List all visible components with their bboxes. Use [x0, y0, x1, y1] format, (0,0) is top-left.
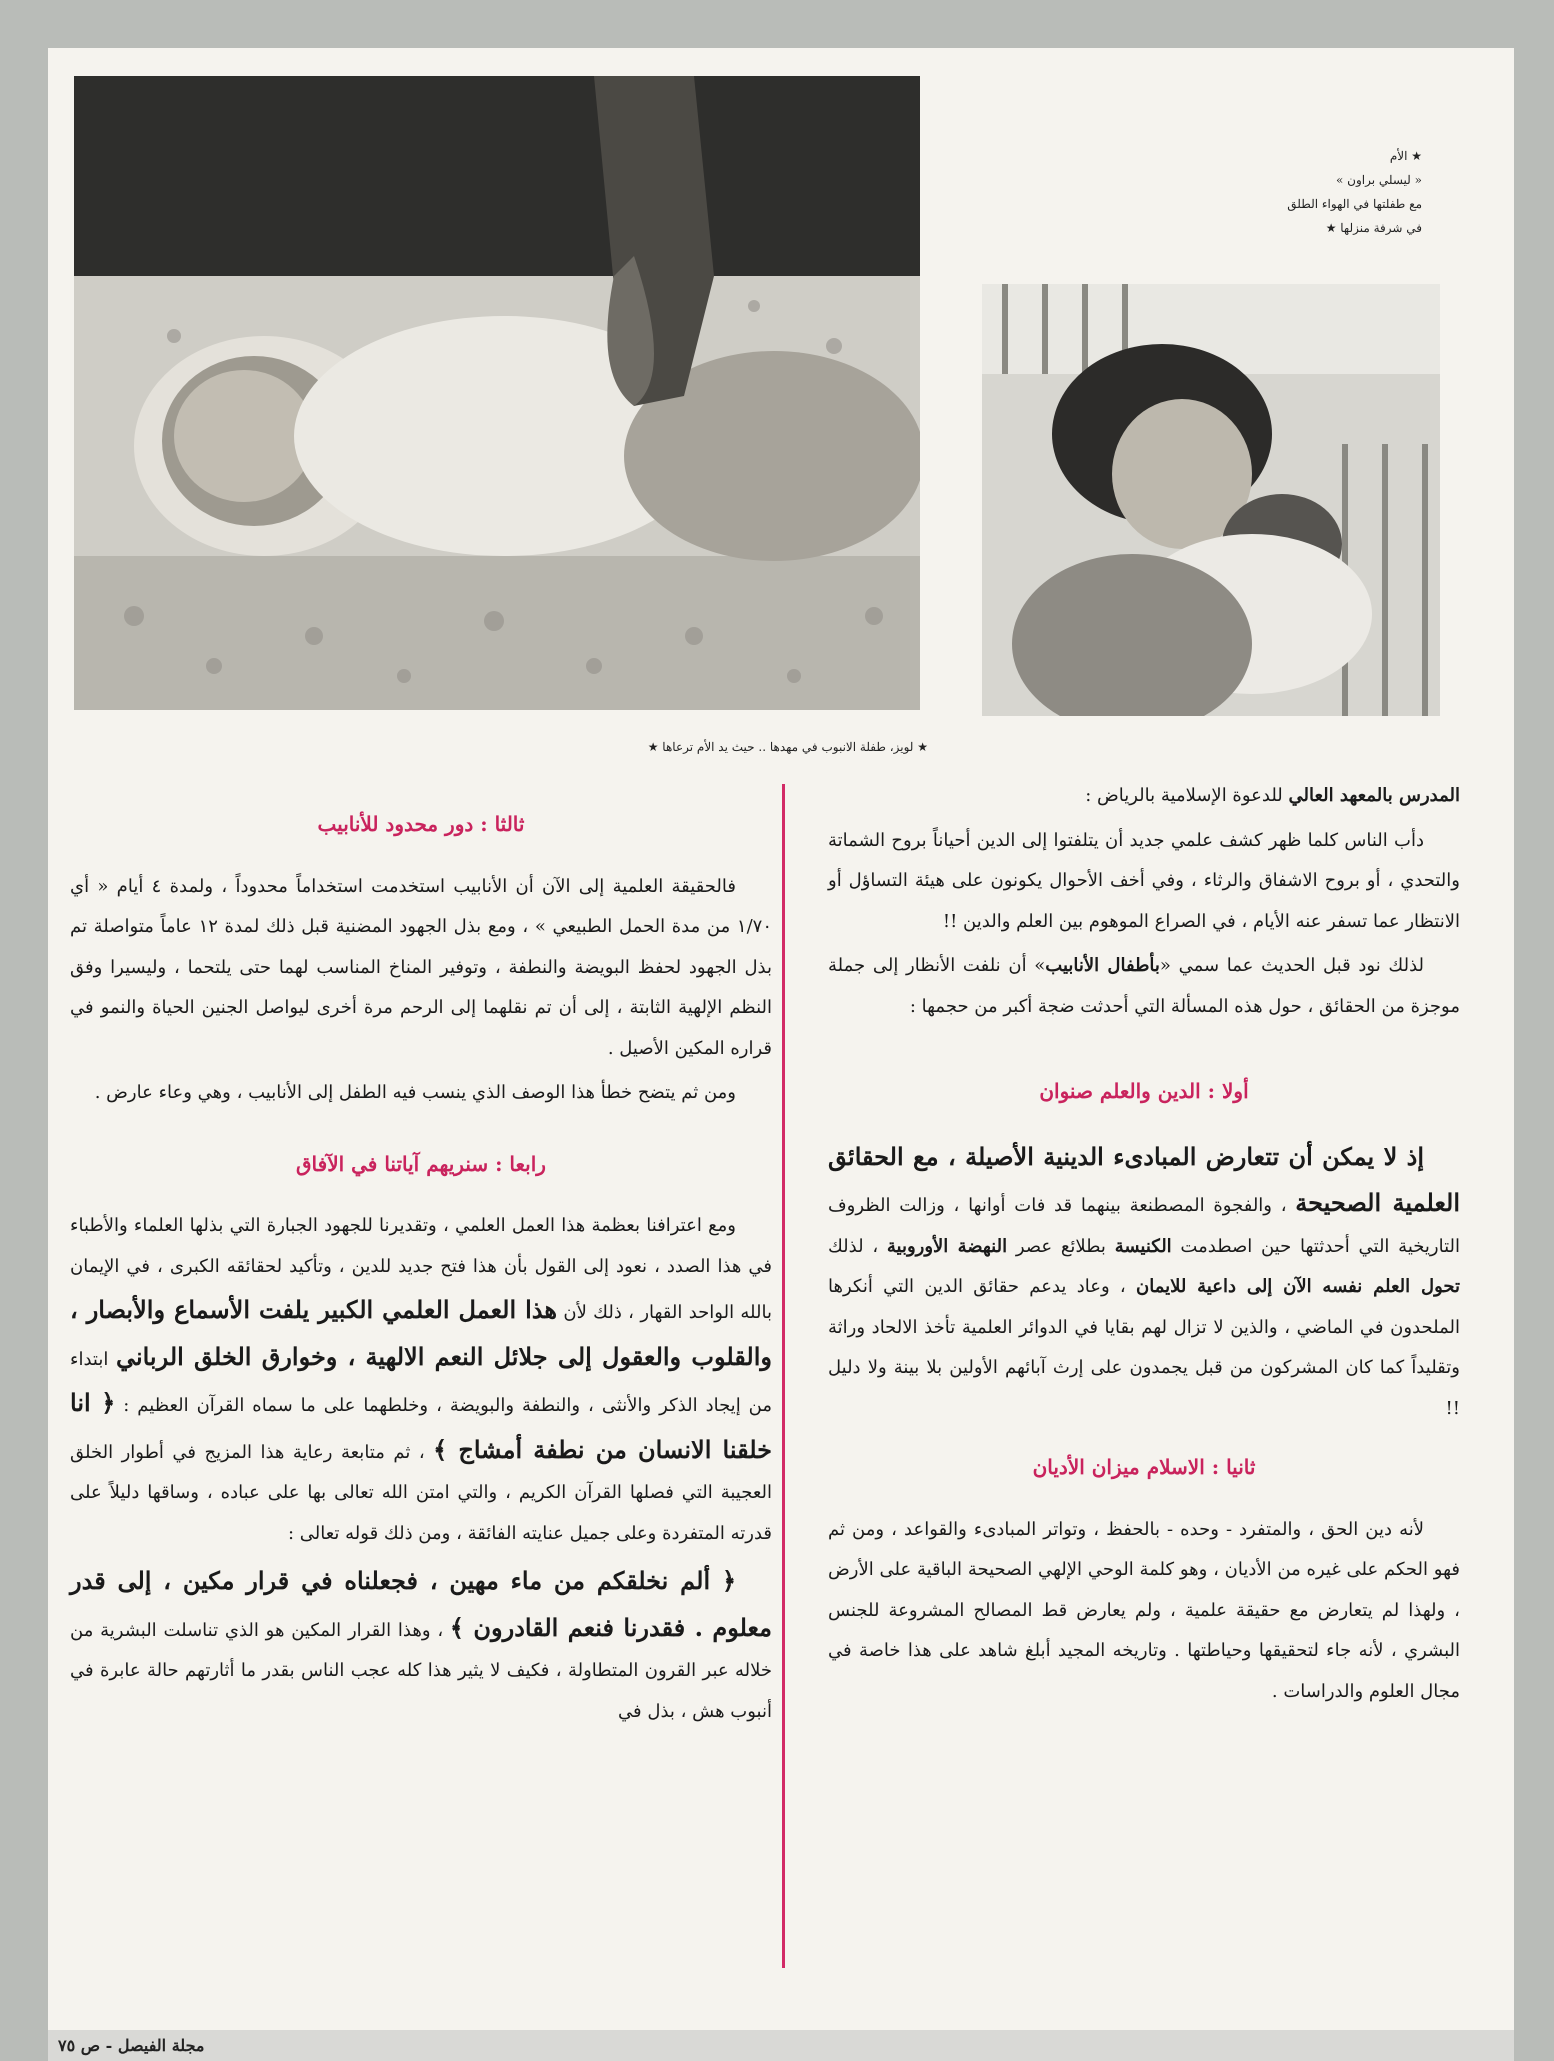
- text-span: ومع اعترافنا بعظمة هذا العمل العلمي ، وتقديرنا للجهود الجبارة التي بذلها العلماء والأطباء في هذا الصدد ، نعود إلى القول بأن هذا فتح جديد للدين ، وتأكيد لحقائقه الكبرى ، في الإيمان بالله الواحد القهار ، ذلك لأن: [70, 1215, 772, 1323]
- bold-term: النهضة الأوروبية: [886, 1235, 1008, 1257]
- quran-verse: ﴿ ألم نخلقكم من ماء مهين ، فجعلناه في قرار مكين ، إلى قدر معلوم . فقدرنا فنعم القادرون ﴾: [70, 1566, 772, 1642]
- bold-term: بأطفال الأنابيب: [1045, 955, 1160, 976]
- intro-paragraph: [828, 776, 1460, 817]
- text-span: بطلائع عصر: [1007, 1235, 1115, 1257]
- paragraph: [828, 946, 1460, 1027]
- section-heading-2: ثانيا : الاسلام ميزان الأديان: [1032, 1455, 1256, 1479]
- paragraph: لأنه دين الحق ، والمتفرد - وحده - بالحفظ ، وتواتر المبادىء والقواعد ، ومن ثم فهو الحكم على غيره من الأديان ، وهو كلمة الوحي الإلهي الصحيحة الباقية على الأرض ، ولهذا لم يتعارض مع حقيقة علمية ، ولم يعارض قط المصالح المشروعة للجنس البشري ، لأنه جاء لتحقيقها وحياطتها . وتاريخه المجيد أبلغ شاهد على هذا خاصة في مجال العلوم والدراسات .: [828, 1518, 1460, 1702]
- section-heading-4: رابعا : سنريهم آياتنا في الآفاق: [296, 1151, 546, 1176]
- caption-line: ★ الأم: [1389, 149, 1422, 163]
- bold-term: تحول العلم نفسه الآن إلى داعية للايمان: [1136, 1276, 1460, 1297]
- mother-photo-illustration: [982, 284, 1440, 716]
- text-span: ، ثم متابعة رعاية هذا المزيج في أطوار الخلق العجيبة التي فصلها القرآن الكريم ، والتي امتن الله تعالى بها على عباده ، وساقها دليلاً على قدرته المتفردة وعلى جميل عنايته الفائقة ، ومن ذلك قوله تعالى :: [70, 1441, 772, 1544]
- text-span: ، وهذا القرار المكين هو الذي تناسلت البشرية من خلاله عبر القرون المتطاولة ، فكيف لا يثير هذا كله عجب الناس بقدر ما أثارتهم حالة عابرة في أنبوب هش ، بذل في: [70, 1619, 772, 1722]
- paragraph: [70, 1206, 772, 1554]
- mother-with-baby-photo: [982, 284, 1440, 716]
- paragraph: ومن ثم يتضح خطأ هذا الوصف الذي ينسب فيه الطفل إلى الأنابيب ، وهي وعاء عارض .: [94, 1082, 736, 1103]
- bold-term: الكنيسة: [1114, 1235, 1172, 1257]
- paragraph: [70, 1558, 772, 1732]
- bold-statement: هذا العمل العلمي الكبير يلفت الأسماع والأبصار ، والقلوب والعقول إلى جلائل النعم الالهية ، وخوارق الخلق الرباني: [70, 1295, 772, 1371]
- column-divider: [782, 784, 785, 1968]
- text-span: ابتداء من إيجاد الذكر والأنثى ، والنطفة والبويضة ، وخلطهما على ما سماه القرآن العظيم :: [70, 1348, 772, 1416]
- text-span: ، وعاد يدعم حقائق الدين التي أنكرها الملحدون في الماضي ، والذين لا تزال لهم بقايا في الدوائر العلمية تأخذ الالحاد وراثة وتقليداً كما كان المشركون من قبل يجمدون على إرث آبائهم الأولين بلا بينة ولا دليل !!: [828, 1276, 1460, 1419]
- baby-in-crib-photo: [74, 76, 920, 710]
- text-span: ، والفجوة المصطنعة بينهما قد فات أوانها ، وزالت الظروف التاريخية التي أحدثتها حين اصطدمت: [828, 1195, 1460, 1257]
- paragraph: [828, 1134, 1460, 1430]
- paragraph: فالحقيقة العلمية إلى الآن أن الأنابيب استخدمت استخداماً محدوداً ، ولمدة ٤ أيام « أي ١/٧٠ من مدة الحمل الطبيعي » ، ومع بذل الجهود المضنية قبل ذلك لمدة ١٢ عاماً متواصلة تم بذل الجهود لحفظ البويضة والنطفة ، وتوفير المناخ المناسب لهما حتى يلتحما ، وليسيرا وفق النظم الإلهية الثابتة ، إلى أن تم نقلهما إلى الرحم مرة أخرى ليواصل الجنين الحياة والنمو في قراره المكين الأصيل .: [70, 875, 772, 1059]
- text-span: ، لذلك: [828, 1235, 887, 1257]
- section-heading-3: ثالثا : دور محدود للأنابيب: [317, 812, 525, 836]
- large-photo-caption: ★ لويز، طفلة الانبوب في مهدها .. حيث يد الأم ترعاها ★: [647, 740, 928, 754]
- caption-line: « ليسلي براون »: [1336, 173, 1422, 187]
- caption-line: مع طفلتها في الهواء الطلق: [1287, 197, 1422, 211]
- right-text-column: [828, 776, 1460, 1716]
- left-text-column: [70, 804, 772, 1736]
- bold-statement: إذ لا يمكن أن تتعارض المبادىء الدينية الأصيلة ، مع الحقائق العلمية الصحيحة: [828, 1141, 1461, 1217]
- text-span: لذلك نود قبل الحديث عما سمي «: [1159, 955, 1424, 976]
- text-span: » أن نلفت الأنظار إلى جملة موجزة من الحقائق ، حول هذه المسألة التي أحدثت ضجة أكبر من حجمها :: [828, 955, 1460, 1017]
- magazine-page: [48, 48, 1514, 2061]
- author-title: المدرس بالمعهد العالي: [1288, 785, 1460, 806]
- caption-line: في شرفة منزلها ★: [1325, 221, 1422, 235]
- paragraph: دأب الناس كلما ظهر كشف علمي جديد أن يتلفتوا إلى الدين أحياناً بروح الشماتة والتحدي ، أو بروح الاشفاق والرثاء ، وفي أخف الأحوال يكونون على هيئة التساؤل أو الانتظار عما تسفر عنه الأيام ، في الصراع الموهوم بين العلم والدين !!: [828, 829, 1460, 932]
- small-photo-caption: [1202, 144, 1422, 240]
- section-heading-1: أولا : الدين والعلم صنوان: [1039, 1079, 1249, 1103]
- quran-verse: ﴿ انا خلقنا الانسان من نطفة أمشاج ﴾: [70, 1388, 772, 1464]
- footer-page-label: مجلة الفيصل - ص ٧٥: [58, 2036, 205, 2055]
- page-footer: [48, 2030, 1514, 2061]
- baby-photo-illustration: [74, 76, 920, 710]
- intro-text: للدعوة الإسلامية بالرياض :: [1085, 785, 1289, 806]
